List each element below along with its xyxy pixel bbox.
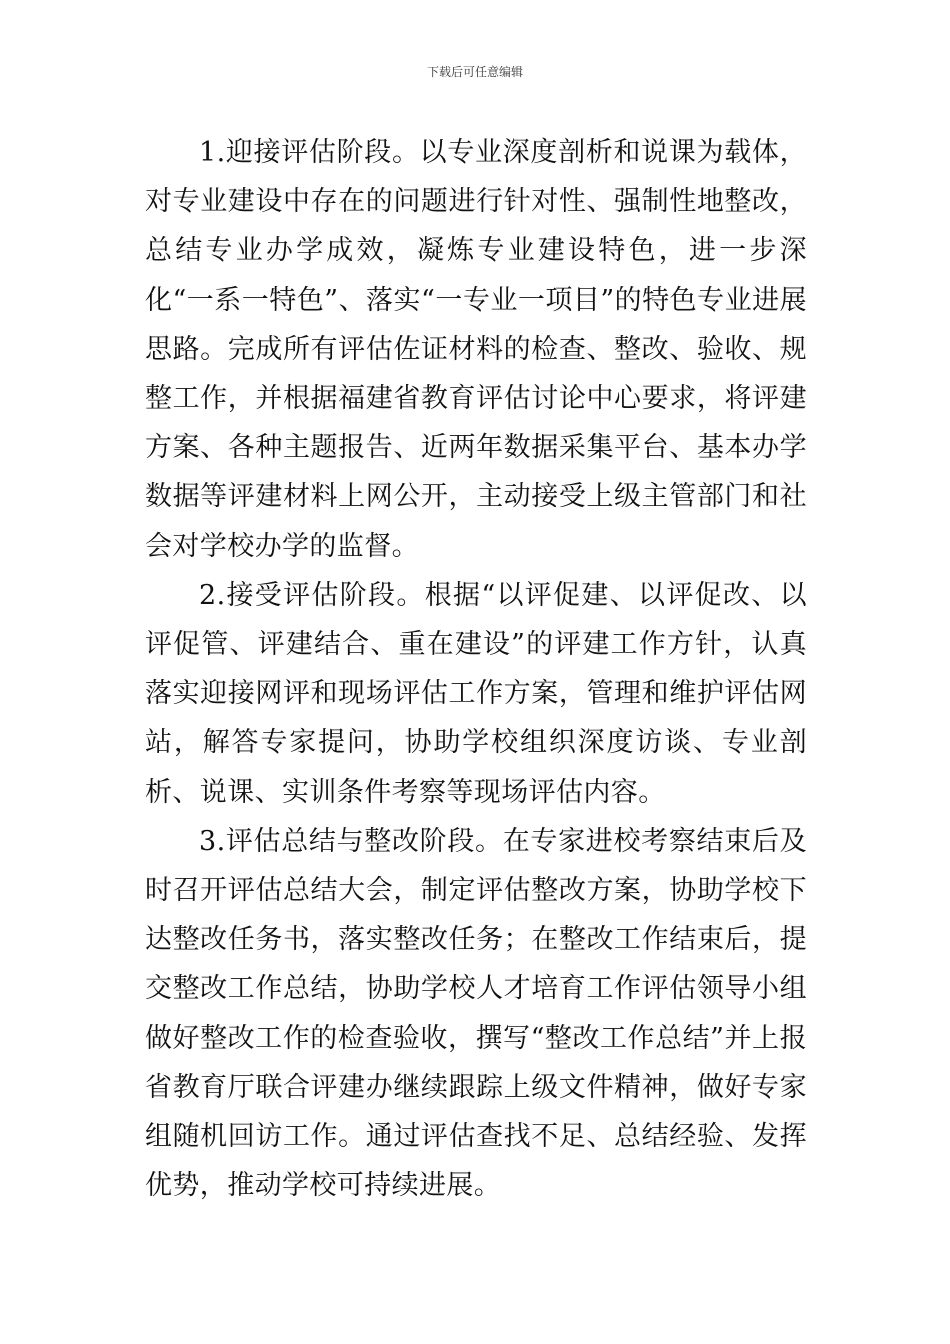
document-body <box>145 128 807 1210</box>
paragraph-stage-2: 2.接受评估阶段。根据“以评促建、以评促改、以评促管、评建结合、重在建设”的评建工作方针，认真落实迎接网评和现场评估工作方案，管理和维护评估网站，解答专家提问，协助学校组织深度访谈、专业剖析、说课、实训条件考察等现场评估内容。 <box>145 579 807 808</box>
paragraph-stage-3: 3.评估总结与整改阶段。在专家进校考察结束后及时召开评估总结大会，制定评估整改方案，协助学校下达整改任务书，落实整改任务；在整改工作结束后，提交整改工作总结，协助学校人才培育工作评估领导小组做好整改工作的检查验收，撰写“整改工作总结”并上报省教育厅联合评建办继续跟踪上级文件精神，做好专家组随机回访工作。通过评估查找不足、总结经验、发挥优势，推动学校可持续进展。 <box>145 825 807 1202</box>
paragraph-stage-1: 1.迎接评估阶段。以专业深度剖析和说课为载体，对专业建设中存在的问题进行针对性、强制性地整改，总结专业办学成效，凝炼专业建设特色，进一步深化“一系一特色”、落实“一专业一项目”的特色专业进展思路。完成所有评估佐证材料的检查、整改、验收、规整工作，并根据福建省教育评估讨论中心要求，将评建方案、各种主题报告、近两年数据采集平台、基本办学数据等评建材料上网公开，主动接受上级主管部门和社会对学校办学的监督。 <box>145 137 807 562</box>
page-header: 下载后可任意编辑 <box>426 65 523 79</box>
